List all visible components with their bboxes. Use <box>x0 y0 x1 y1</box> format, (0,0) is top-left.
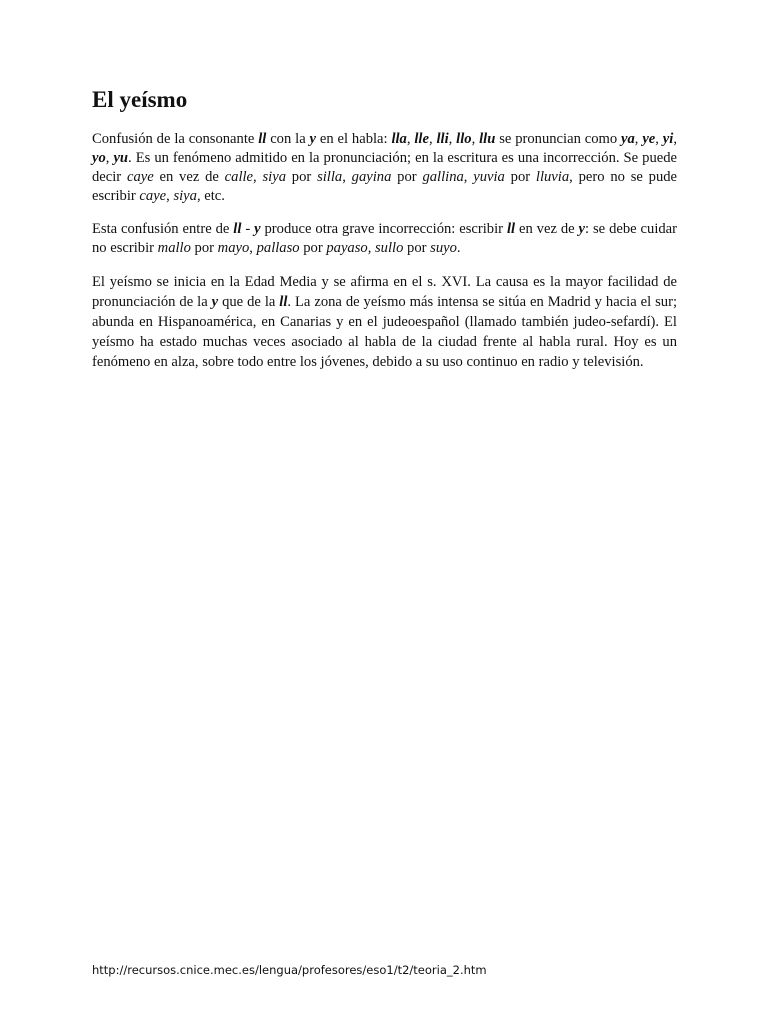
text-run: , pero no se pude escribir <box>92 169 678 204</box>
comma: , <box>249 240 257 256</box>
text-run: por <box>504 169 536 185</box>
example-silla: silla <box>317 169 343 185</box>
example-caye: caye <box>139 188 167 204</box>
emphasis-lli: lli <box>436 131 449 147</box>
text-run: . La zona de yeísmo más intensa se sitúa en Madrid y hacia el sur; abunda en Hispanoamérica, en Canarias y en el judeoespañol (llamado también judeo-sefardí). El yeísmo ha estado muchas veces asociado al habla de la ciudad frente al habla rural. Hoy es un fenómeno en alza, sobre todo entre los jóvenes, debido a su uso continuo en radio y televisión. <box>92 294 677 370</box>
document-page <box>92 86 677 372</box>
comma: , <box>673 131 677 147</box>
text-run: . <box>456 240 461 256</box>
emphasis-yi: yi <box>662 131 674 147</box>
emphasis-ya: ya <box>621 131 635 147</box>
text-run: en vez de <box>515 221 579 237</box>
text-run: con la <box>266 131 310 147</box>
emphasis-ye: ye <box>642 131 656 147</box>
comma: , <box>471 131 480 147</box>
source-url: http://recursos.cnice.mec.es/lengua/profesores/eso1/t2/teoria_2.htm <box>92 963 487 977</box>
emphasis-yo: yo <box>92 150 106 166</box>
text-run: en vez de <box>153 169 225 185</box>
example-mayo: mayo <box>217 240 250 256</box>
text-run: , etc. <box>196 188 225 204</box>
text-run: . Es un fenómeno admitido en la pronunciación; en la escritura es una incorrección. Se puede decir <box>92 150 677 185</box>
comma: , <box>655 131 663 147</box>
comma: , <box>406 131 415 147</box>
text-run: : se debe cuidar no escribir <box>92 221 678 256</box>
comma: , <box>166 188 174 204</box>
comma: , <box>634 131 643 147</box>
example-calle: calle <box>224 169 254 185</box>
example-lluvia: lluvia <box>535 169 570 185</box>
text-run: - <box>241 221 255 237</box>
text-run: que de la <box>218 294 280 310</box>
example-siya: siya <box>173 188 197 204</box>
example-gayina: gayina <box>351 169 392 185</box>
page-title: El yeísmo <box>92 87 188 112</box>
emphasis-llu: llu <box>479 131 496 147</box>
emphasis-ll: ll <box>506 221 516 237</box>
example-mallo: mallo <box>157 240 191 256</box>
emphasis-y: y <box>254 221 261 237</box>
comma: , <box>463 169 474 185</box>
emphasis-yu: yu <box>113 150 129 166</box>
comma: , <box>428 131 437 147</box>
emphasis-ll: ll <box>279 294 288 310</box>
emphasis-y: y <box>578 221 586 237</box>
text-run: en el habla: <box>316 131 392 147</box>
text-run: por <box>391 169 423 185</box>
text-run: produce otra grave incorrección: escribir <box>260 221 507 237</box>
example-payaso: payaso <box>326 240 368 256</box>
paragraph-history <box>92 272 677 372</box>
example-caye: caye <box>126 169 154 185</box>
example-sullo: sullo <box>375 240 404 256</box>
emphasis-y: y <box>211 294 219 310</box>
example-pallaso: pallaso <box>256 240 300 256</box>
paragraph-definition <box>92 130 677 206</box>
comma: , <box>448 131 457 147</box>
emphasis-llo: llo <box>456 131 472 147</box>
example-siya: siya <box>262 169 287 185</box>
emphasis-lla: lla <box>391 131 407 147</box>
comma: , <box>105 150 114 166</box>
example-gallina: gallina <box>422 169 464 185</box>
emphasis-y: y <box>309 131 317 147</box>
text-run: El yeísmo se inicia en la Edad Media y se afirma en el s. XVI. La causa es la mayor facilidad de pronunciación de la <box>92 274 677 310</box>
paragraph-confusion <box>92 220 677 258</box>
text-run: por <box>190 240 218 256</box>
emphasis-ll: ll <box>233 221 242 237</box>
emphasis-lle: lle <box>414 131 429 147</box>
text-run: por <box>299 240 327 256</box>
comma: , <box>367 240 375 256</box>
text-run: por <box>403 240 431 256</box>
comma: , <box>342 169 352 185</box>
example-yuvia: yuvia <box>473 169 505 185</box>
text-run: se pronuncian como <box>495 131 622 147</box>
emphasis-ll: ll <box>258 131 267 147</box>
comma: , <box>253 169 263 185</box>
text-run: por <box>286 169 318 185</box>
text-run: Confusión de la consonante <box>92 131 259 147</box>
text-run: Esta confusión entre de <box>92 221 234 237</box>
example-suyo: suyo <box>430 240 457 256</box>
